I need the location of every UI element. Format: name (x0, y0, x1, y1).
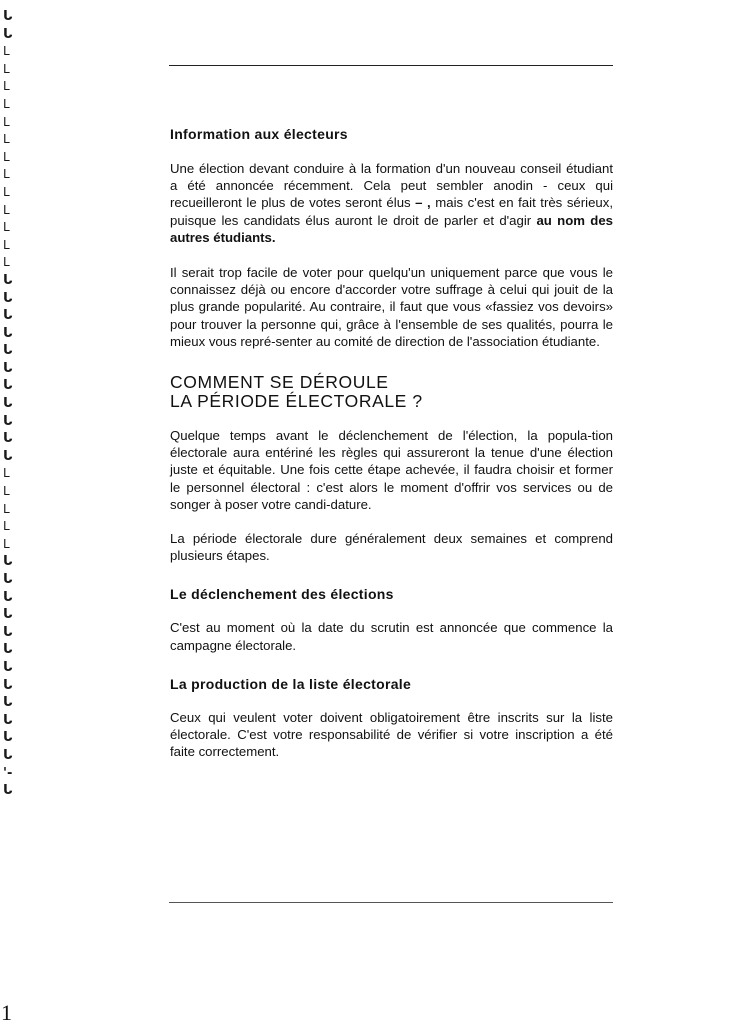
binding-mark: ᒐ (3, 747, 13, 763)
binding-mark: ᒐ (3, 272, 13, 288)
binding-mark: ᒐ (3, 360, 13, 376)
binding-mark: ᒐ (3, 607, 13, 623)
binding-mark: L (3, 237, 10, 252)
binding-mark: L (3, 255, 10, 270)
binding-mark: L (3, 202, 10, 217)
intro-text: Une élection devant conduire à la formation d'un nouveau conseil étudiant a été annoncée récemment. Cela peut sembler anodin - ceux qui recueilleront le plus de votes seront élus (170, 161, 613, 211)
section-title-trigger: Le déclenchement des élections (170, 586, 394, 603)
binding-mark: ᒐ (3, 431, 13, 447)
binding-mark: L (3, 44, 10, 59)
binding-mark: ᒐ (3, 783, 13, 799)
binding-mark: ᒐ (3, 396, 13, 412)
bottom-rule (169, 902, 613, 903)
binding-mark: ᒐ (3, 695, 13, 711)
paragraph-vote-advice: Il serait trop facile de voter pour quelqu'un uniquement parce que vous le connaissez déjà ou encore d'accorder votre suffrage à celui qui jouit de la plus grande popularité. Au contraire, il faut que vous «fassiez vos devoirs» pour trouver la personne qui, grâce à l'ensemble de ses qualités, pourra le mieux vous repré-senter au comité de direction de l'association étudiante. (170, 265, 613, 349)
binding-mark: L (3, 167, 10, 182)
heading-line-1: COMMENT SE DÉROULE (170, 372, 389, 393)
binding-mark: ᒐ (3, 325, 13, 341)
binding-mark: L (3, 149, 10, 164)
binding-mark: ᒐ (3, 572, 13, 587)
binding-mark: L (3, 519, 10, 534)
binding-mark: ᒐ (3, 9, 13, 24)
intro-text-cont: mais c'est en fait très sérieux, puisque les candidats élus auront le droit de parler et d'agir (170, 195, 613, 228)
binding-mark: ᒐ (3, 659, 13, 675)
binding-mark: ᒐ (3, 730, 13, 746)
section-heading-electoral-period (170, 373, 613, 411)
binding-mark: ᒐ (3, 589, 13, 605)
binding-mark: ᒐ (3, 343, 13, 359)
binding-mark: ᒐ (3, 378, 13, 394)
intro-dash: – , (415, 195, 431, 211)
binding-mark: ᒐ (3, 712, 13, 728)
page-number: 1 (1, 1000, 12, 1025)
binding-mark: ᒐ (3, 26, 13, 42)
binding-mark: L (3, 96, 10, 111)
binding-mark: L (3, 61, 10, 76)
binding-mark: L (3, 466, 10, 481)
binding-mark: ᒐ (3, 290, 13, 306)
section-title-voter-list: La production de la liste électorale (170, 675, 412, 692)
binding-mark: L (3, 79, 10, 94)
binding-mark: L (3, 220, 10, 235)
binding-mark: ᒐ (3, 413, 13, 429)
page-content (170, 125, 613, 760)
binding-mark: ᒐ (3, 642, 13, 658)
binding-mark: L (3, 501, 10, 516)
paragraph-election-intro (170, 160, 613, 246)
binding-mark: L (3, 114, 10, 129)
intro-bold-phrase: au nom des autres étudiants. (170, 212, 613, 245)
binding-mark: ᒐ (3, 624, 13, 640)
binding-mark: ᒐ (3, 448, 13, 464)
section-title-information: Information aux électeurs (170, 126, 348, 142)
paragraph-electoral-rules: Quelque temps avant le déclenchement de l'élection, la popula-tion électorale aura entériné les règles qui assureront la tenue d'une élection juste et équitable. Une fois cette étape achevée, il faudra choisir et former le personnel électoral : c'est alors le moment d'offrir vos services ou de songer à poser votre candi-dature. (170, 428, 613, 512)
binding-mark: ᒐ (3, 554, 13, 570)
binding-mark: L (3, 536, 10, 551)
heading-line-2: LA PÉRIODE ÉLECTORALE ? (170, 391, 423, 412)
binding-mark: ᒐ (3, 677, 13, 693)
binding-mark: ᒐ (3, 308, 13, 324)
top-rule (169, 65, 613, 66)
binding-marks (3, 8, 25, 800)
binding-mark: L (3, 484, 10, 499)
paragraph-voter-list: Ceux qui veulent voter doivent obligatoirement être inscrits sur la liste électorale. C'est votre responsabilité de vérifier si votre inscription a été faite correctement. (170, 709, 613, 760)
paragraph-period-duration: La période électorale dure généralement deux semaines et comprend plusieurs étapes. (170, 531, 613, 564)
paragraph-trigger: C'est au moment où la date du scrutin est annoncée que commence la campagne électorale. (170, 620, 613, 653)
binding-mark: L (3, 132, 10, 147)
binding-mark: '- (3, 765, 13, 781)
binding-mark: L (3, 184, 10, 199)
